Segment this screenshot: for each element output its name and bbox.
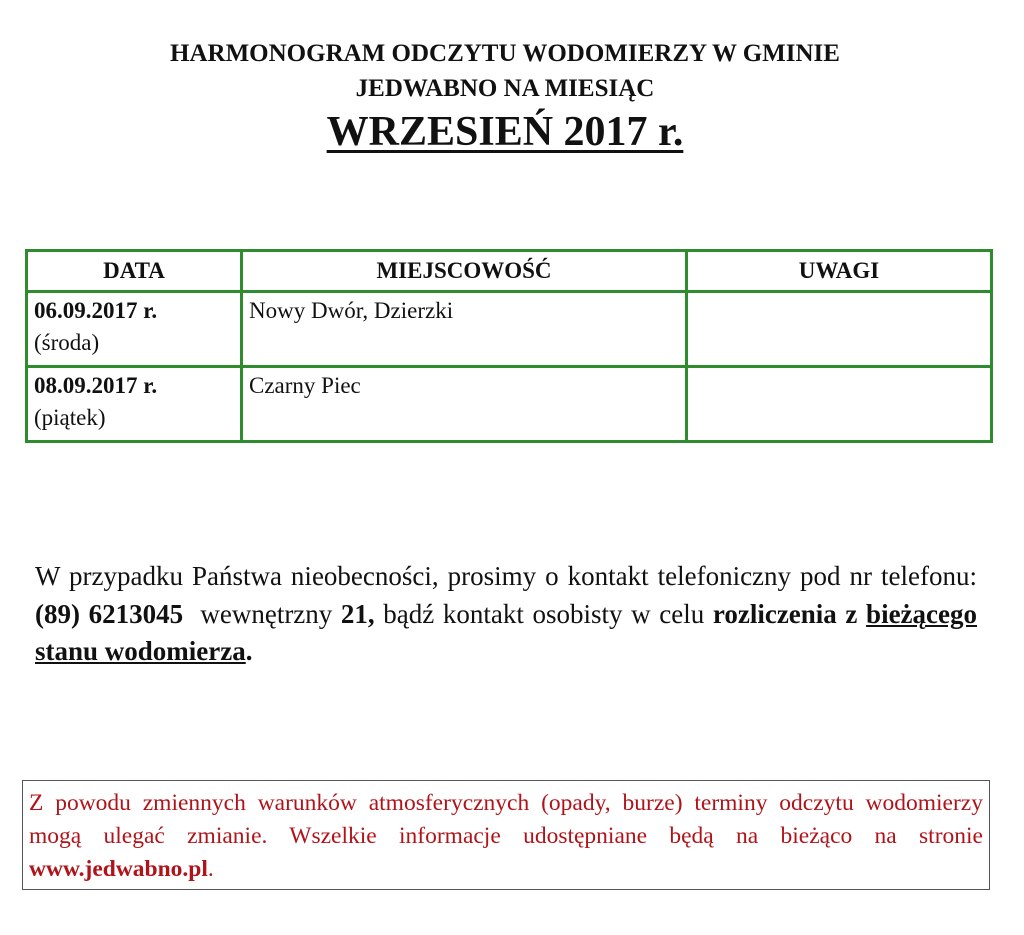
cell-date bbox=[27, 292, 242, 367]
title-month bbox=[0, 108, 1010, 156]
header-notes: UWAGI bbox=[687, 251, 992, 292]
schedule-table bbox=[25, 249, 993, 443]
table-row bbox=[27, 292, 992, 367]
text: . bbox=[245, 636, 253, 666]
phone-number: (89) 6213045 bbox=[35, 598, 184, 629]
table-row bbox=[27, 367, 992, 442]
weekday: (piątek) bbox=[34, 405, 106, 430]
text: wewnętrzny bbox=[183, 598, 341, 629]
emphasis-underlined: bieżącego stanu wodomierza bbox=[35, 598, 977, 666]
title-line-1: HARMONOGRAM ODCZYTU WODOMIERZY W GMINIE bbox=[170, 40, 840, 67]
cell-place: Nowy Dwór, Dzierzki bbox=[242, 292, 687, 367]
text: bądź kontakt osobisty w celu bbox=[374, 598, 713, 629]
header-date: DATA bbox=[27, 251, 242, 292]
emphasis: rozliczenia z bbox=[712, 598, 867, 629]
month-label: WRZESIEŃ 2017 r. bbox=[326, 109, 684, 155]
cell-place: Czarny Piec bbox=[242, 367, 687, 442]
date: 06.09.2017 r. bbox=[34, 298, 158, 323]
title-line-2: JEDWABNO NA MIESIĄC bbox=[355, 75, 655, 102]
extension: 21, bbox=[340, 598, 375, 629]
weather-notice-box bbox=[22, 780, 990, 890]
table-header-row bbox=[27, 251, 992, 292]
weekday: (środa) bbox=[34, 330, 100, 355]
cell-date bbox=[27, 367, 242, 442]
text: W przypadku Państwa nieobecności, prosimy o kontakt telefoniczny pod nr telefonu: bbox=[35, 561, 977, 591]
cell-notes bbox=[687, 367, 992, 442]
header-place: MIEJSCOWOŚĆ bbox=[242, 251, 687, 292]
notice-text: Z powodu zmiennych warunków atmosferycznych (opady, burze) terminy odczytu wodomierzy mogą ulegać zmianie. Wszelkie informacje udostępniane będą na bieżąco na stronie bbox=[29, 790, 983, 849]
date: 08.09.2017 r. bbox=[34, 373, 158, 398]
cell-notes bbox=[687, 292, 992, 367]
text: . bbox=[207, 856, 214, 882]
contact-paragraph bbox=[35, 558, 977, 671]
website-link[interactable]: www.jedwabno.pl bbox=[29, 856, 208, 882]
